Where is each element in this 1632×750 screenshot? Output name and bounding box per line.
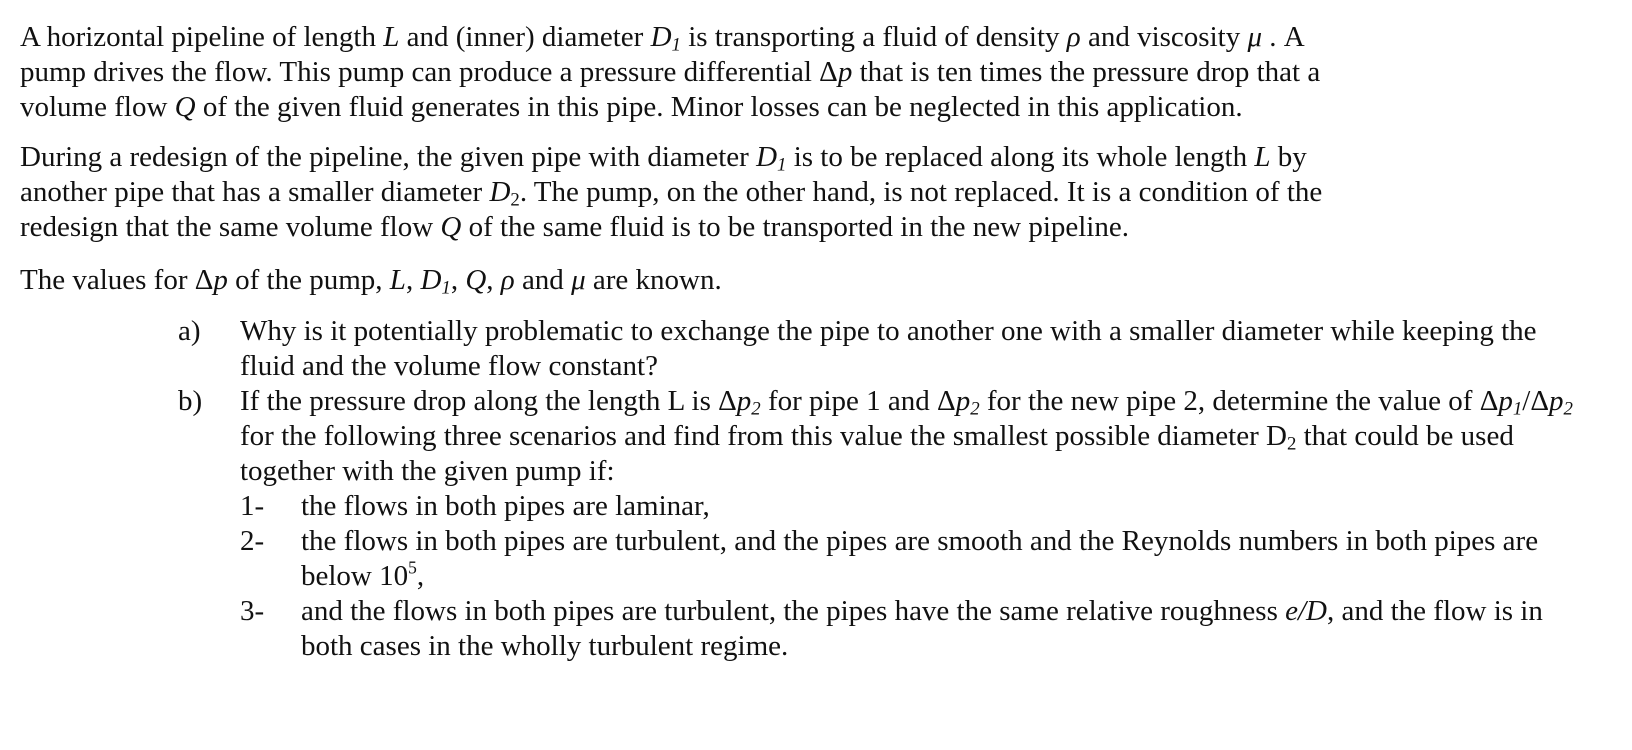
- paragraph-redesign: [20, 140, 1380, 245]
- var-relative-roughness: e/D: [1285, 595, 1327, 627]
- text: that is ten times the pressure drop that a: [852, 56, 1321, 88]
- var-mu: μ: [571, 264, 586, 296]
- text: of the given fluid generates in this pipe. Minor losses can be neglected in this application.: [195, 91, 1243, 123]
- superscript: 5: [408, 557, 417, 578]
- var-mu: μ: [1247, 21, 1263, 53]
- text: If the pressure drop along the length L is Δ: [240, 385, 737, 417]
- scenario-2-line1: [0, 524, 1632, 559]
- var-D: D: [650, 21, 672, 53]
- text: ,: [450, 264, 466, 296]
- subscript: 1: [671, 34, 681, 56]
- subscript: 1: [777, 154, 787, 176]
- paragraph1-line3: [20, 90, 1380, 125]
- text: The values for Δ: [20, 264, 214, 296]
- question-b-text-cont: [240, 419, 1514, 454]
- paragraph-known-values: [20, 263, 1380, 298]
- var-rho: ρ: [500, 264, 515, 296]
- question-b-text-cont2: together with the given pump if:: [240, 455, 615, 487]
- scenario-1-line1: [0, 489, 1632, 524]
- question-a-text-cont: fluid and the volume flow constant?: [240, 350, 658, 382]
- subscript: 2: [1286, 433, 1297, 455]
- var-D: D: [420, 264, 442, 296]
- paragraph1-line1: [20, 20, 1380, 55]
- text: for pipe 1 and Δ: [760, 385, 956, 417]
- scenario-2-marker: 2-: [240, 525, 265, 557]
- text: redesign that the same volume flow: [20, 211, 441, 243]
- var-D: D: [756, 141, 778, 173]
- question-b-line2: [0, 419, 1632, 454]
- var-rho: ρ: [1066, 21, 1081, 53]
- text: ,: [416, 560, 425, 592]
- var-Q: Q: [174, 91, 196, 123]
- text: ,: [486, 264, 501, 296]
- question-a-marker: a): [178, 315, 201, 347]
- text: by: [1270, 141, 1307, 173]
- var-L: L: [1254, 141, 1271, 173]
- var-D: D: [489, 176, 511, 208]
- var-p: p: [1498, 385, 1513, 417]
- subscript: 2: [510, 189, 520, 211]
- text: is to be replaced along its whole length: [786, 141, 1255, 173]
- var-p: p: [736, 385, 752, 417]
- var-p: p: [1548, 385, 1564, 417]
- text: pump drives the flow. This pump can produce a pressure differential Δ: [20, 56, 838, 88]
- text: of the same fluid is to be transported in the new pipeline.: [461, 211, 1129, 243]
- text: , and the flow is in: [1327, 595, 1543, 627]
- paragraph2-line2: [20, 175, 1380, 210]
- text: volume flow: [20, 91, 175, 123]
- text: and viscosity: [1080, 21, 1248, 53]
- text: another pipe that has a smaller diameter: [20, 176, 490, 208]
- var-p: p: [837, 56, 853, 88]
- text: of the pump,: [227, 264, 390, 296]
- subscript: 2: [970, 398, 980, 420]
- text: for the new pipe 2, determine the value of Δ: [979, 385, 1499, 417]
- paragraph-pipeline-description: [20, 20, 1380, 125]
- text: below 10: [301, 560, 409, 592]
- var-Q: Q: [465, 264, 487, 296]
- scenario-1-text: the flows in both pipes are laminar,: [301, 490, 710, 522]
- text: for the following three scenarios and find from this value the smallest possible diameter D: [240, 420, 1287, 452]
- scenario-3-text-cont: both cases in the wholly turbulent regime.: [301, 630, 789, 662]
- scenario-3-text: [301, 594, 1543, 629]
- text: . The pump, on the other hand, is not replaced. It is a condition of the: [519, 176, 1323, 208]
- text: and the flows in both pipes are turbulent, the pipes have the same relative roughness: [301, 595, 1286, 627]
- scenario-3-marker: 3-: [240, 595, 265, 627]
- scenario-3-line2: [0, 629, 1632, 664]
- question-b-text: [240, 384, 1573, 419]
- question-list: [0, 314, 1632, 664]
- question-a-text: Why is it potentially problematic to exchange the pipe to another one with a smaller diameter while keeping the: [240, 315, 1537, 347]
- text: and: [514, 264, 572, 296]
- question-a-line2: [0, 349, 1632, 384]
- text: and (inner) diameter: [399, 21, 651, 53]
- question-b-marker: b): [178, 385, 203, 417]
- text: ,: [405, 264, 421, 296]
- text: /Δ: [1522, 385, 1549, 417]
- var-L: L: [383, 21, 400, 53]
- question-b-line3: [0, 454, 1632, 489]
- scenario-2-line2: [0, 559, 1632, 594]
- text: is transporting a fluid of density: [680, 21, 1067, 53]
- text: A horizontal pipeline of length: [20, 21, 384, 53]
- subscript: 1: [1512, 398, 1523, 420]
- scenario-3-line1: [0, 594, 1632, 629]
- question-a-line1: [0, 314, 1632, 349]
- scenario-2-text: the flows in both pipes are turbulent, and the pipes are smooth and the Reynolds numbers in both pipes are: [301, 525, 1539, 557]
- text: During a redesign of the pipeline, the given pipe with diameter: [20, 141, 757, 173]
- var-p: p: [955, 385, 971, 417]
- text: that could be used: [1296, 420, 1514, 452]
- paragraph3-line1: [20, 263, 1380, 298]
- scenario-2-text-cont: [301, 559, 424, 594]
- text: . A: [1262, 21, 1305, 53]
- subscript: 2: [751, 398, 761, 420]
- var-Q: Q: [440, 211, 462, 243]
- question-b-line1: [0, 384, 1632, 419]
- paragraph1-line2: [20, 55, 1380, 90]
- paragraph2-line1: [20, 140, 1380, 175]
- var-p: p: [213, 264, 228, 296]
- paragraph2-line3: [20, 210, 1380, 245]
- subscript: 1: [441, 277, 451, 299]
- scenario-1-marker: 1-: [240, 490, 265, 522]
- var-L: L: [389, 264, 406, 296]
- text: are known.: [585, 264, 722, 296]
- subscript: 2: [1563, 398, 1573, 420]
